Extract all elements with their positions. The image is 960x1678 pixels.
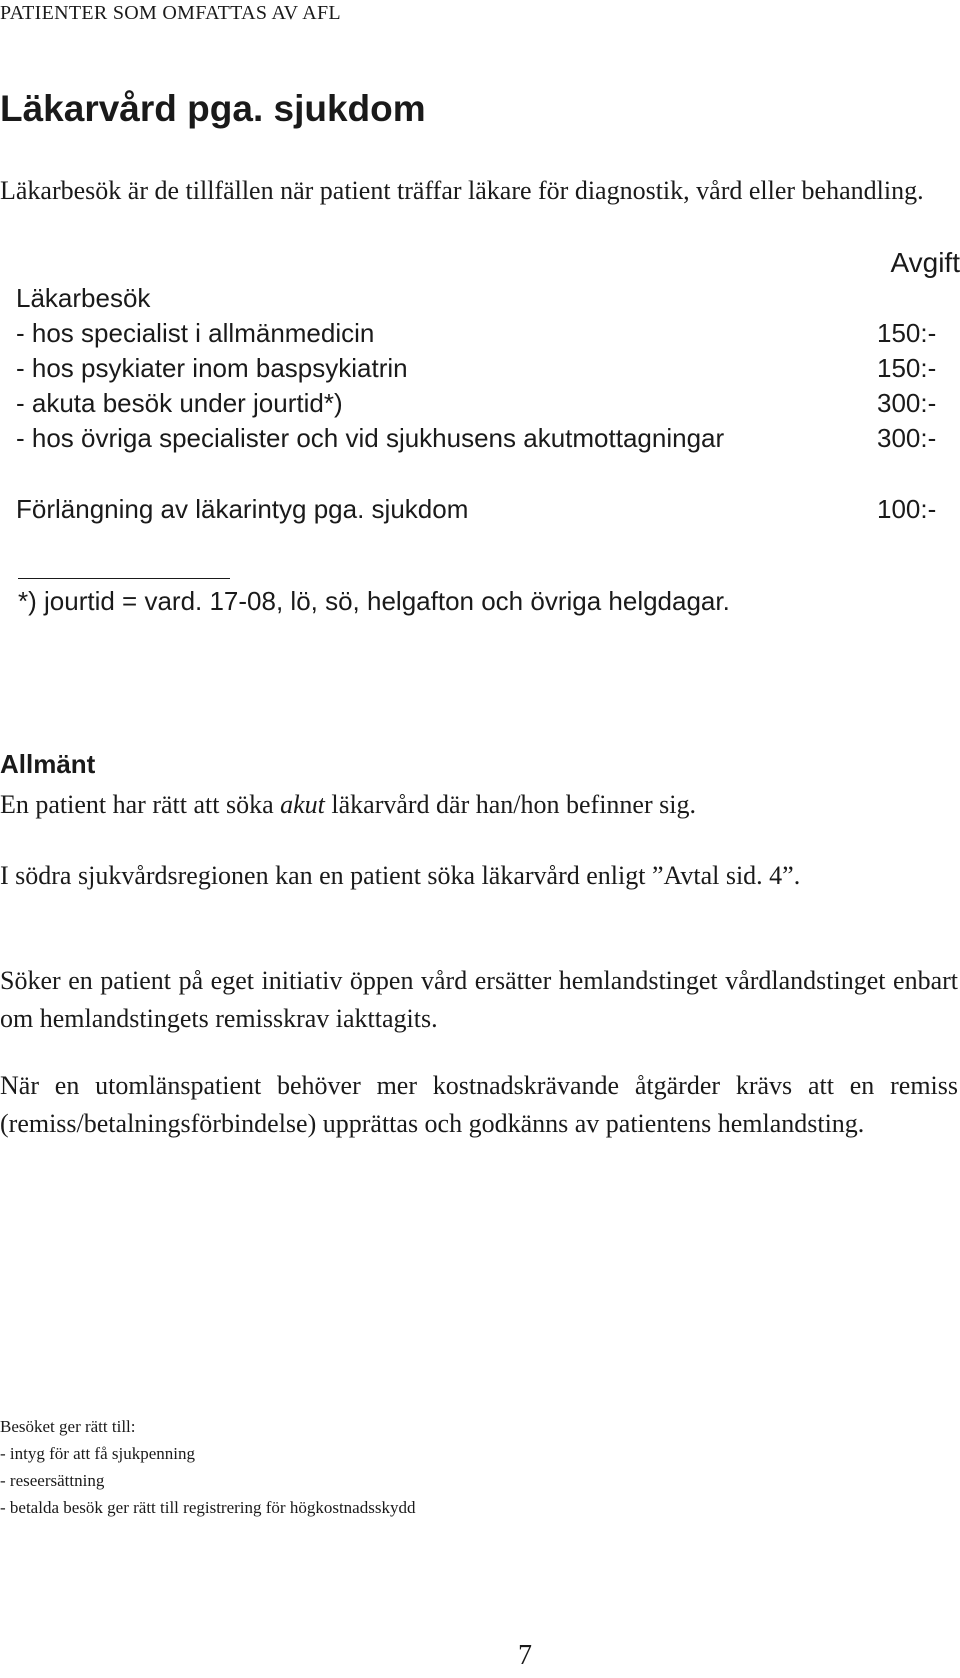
footnote-divider [18, 578, 230, 579]
fee-row-label: - hos övriga specialister och vid sjukhusens akutmottagningar [16, 423, 725, 453]
section-title: Läkarvård pga. sjukdom [0, 88, 426, 129]
fee-row-amount: 300:- [877, 388, 937, 418]
intro-paragraph: Läkarbesök är de tillfällen när patient träffar läkare för diagnostik, vård eller behandling. [0, 176, 924, 205]
general-paragraph-1 [0, 786, 958, 824]
running-header: PATIENTER SOM OMFATTAS AV AFL [0, 2, 341, 24]
jourtid-footnote: *) jourtid = vard. 17-08, lö, sö, helgafton och övriga helgdagar. [18, 586, 730, 616]
general-heading: Allmänt [0, 749, 96, 779]
rights-item: - intyg för att få sjukpenning [0, 1444, 195, 1463]
fee-group-label: Läkarbesök [16, 283, 151, 313]
p1-before: En patient har rätt att söka [0, 790, 281, 819]
general-paragraph-2: I södra sjukvårdsregionen kan en patient söka läkarvård enligt ”Avtal sid. 4”. [0, 861, 801, 890]
rights-item: - betalda besök ger rätt till registrering för högkostnadsskydd [0, 1498, 416, 1517]
fee-row-amount: 150:- [877, 353, 937, 383]
extension-amount: 100:- [877, 494, 937, 524]
rights-item: - reseersättning [0, 1471, 105, 1490]
fee-row-amount: 150:- [877, 318, 937, 348]
extension-label: Förlängning av läkarintyg pga. sjukdom [16, 494, 469, 524]
p1-emphasis: akut [280, 790, 325, 819]
fee-row-label: - akuta besök under jourtid*) [16, 388, 343, 418]
page-number: 7 [518, 1640, 532, 1671]
p1-after: läkarvård där han/hon befinner sig. [324, 790, 696, 819]
general-paragraph-3: Söker en patient på eget initiativ öppen vård ersätter hemlandstinget vårdlandstinget enbart om hemlandstingets remisskrav iakttagits. [0, 966, 958, 1033]
fee-row-label: - hos specialist i allmänmedicin [16, 318, 375, 348]
fee-row-amount: 300:- [877, 423, 937, 453]
rights-heading: Besöket ger rätt till: [0, 1417, 136, 1436]
fee-column-header: Avgift [890, 247, 960, 278]
general-paragraph-4: När en utomlänspatient behöver mer kostnadskrävande åtgärder krävs att en remiss (remiss/betalningsförbindelse) upprättas och godkänns av patientens hemlandsting. [0, 1071, 958, 1138]
fee-row-label: - hos psykiater inom baspsykiatrin [16, 353, 408, 383]
